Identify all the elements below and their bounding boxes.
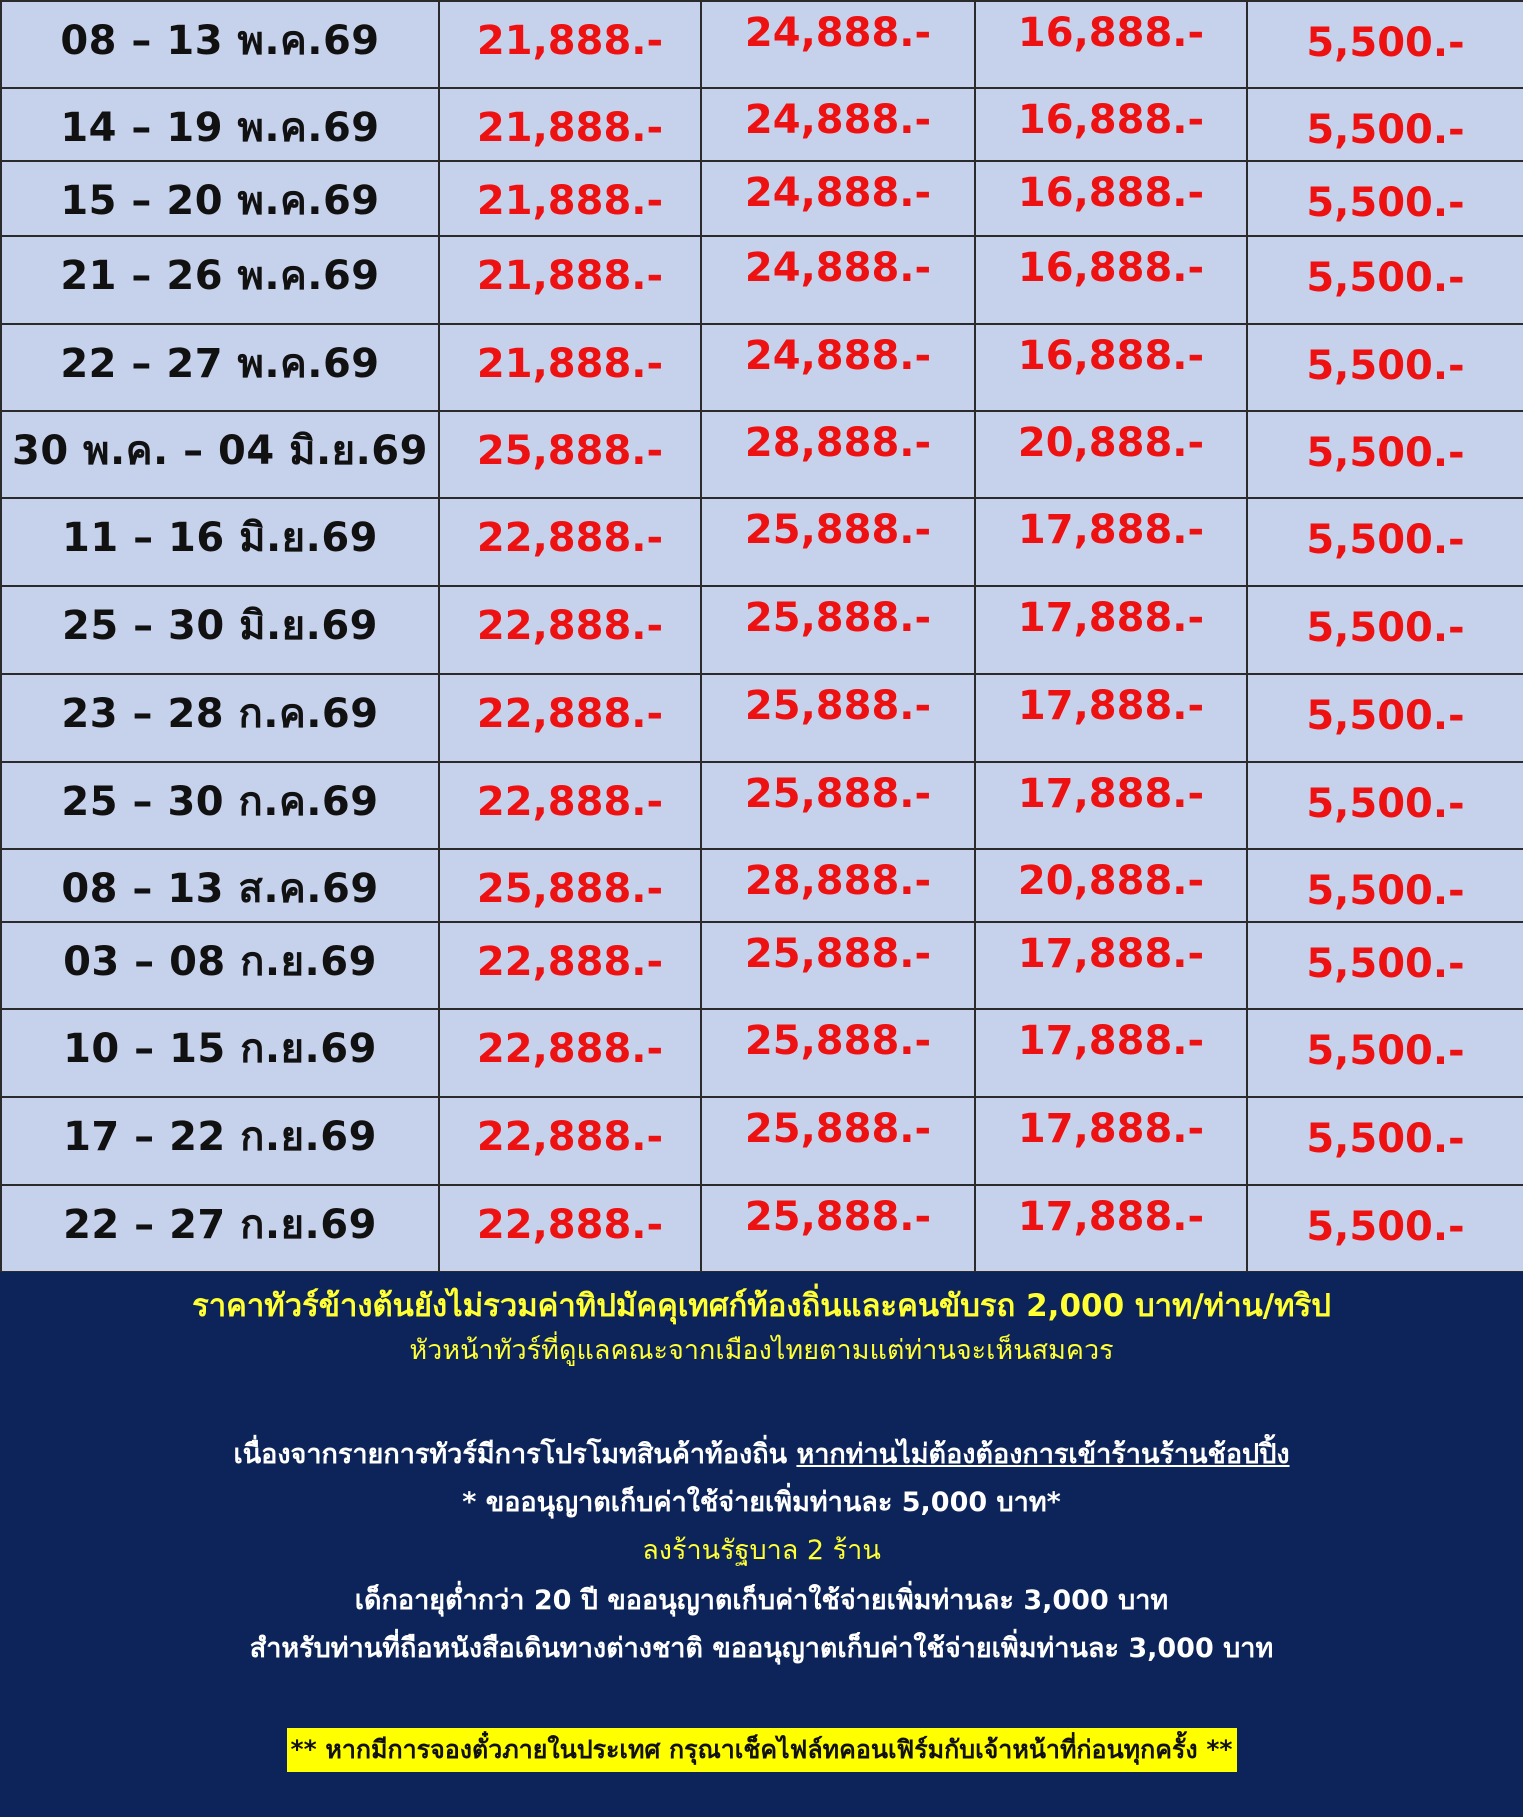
price-cell (1247, 1185, 1523, 1272)
price-cell (975, 586, 1247, 674)
price-value: 24,888.- (744, 245, 932, 291)
price-value: 25,888.- (744, 683, 932, 729)
price-value: 20,888.- (1017, 420, 1205, 466)
price-value: 5,500.- (1306, 107, 1465, 153)
price-value: 5,500.- (1306, 605, 1465, 651)
travel-date: 25 – 30 มิ.ย.69 (1, 586, 439, 674)
price-cell (1247, 1009, 1523, 1097)
price-cell (439, 586, 701, 674)
price-cell (439, 1, 701, 88)
tip-notice: ราคาทัวร์ข้างต้นยังไม่รวมค่าทิปมัคคุเทศก์ท้องถิ่นและคนขับรถ 2,000 บาท/ท่าน/ทริป (192, 1288, 1331, 1324)
travel-date: 10 – 15 ก.ย.69 (1, 1009, 439, 1097)
price-value: 17,888.- (1017, 1194, 1205, 1240)
travel-date: 15 – 20 พ.ค.69 (1, 161, 439, 236)
price-value: 22,888.- (476, 1114, 664, 1160)
price-cell (439, 1009, 701, 1097)
price-value: 5,500.- (1306, 343, 1465, 389)
price-value: 20,888.- (1017, 858, 1205, 904)
price-value: 16,888.- (1017, 170, 1205, 216)
price-value: 17,888.- (1017, 771, 1205, 817)
table-row (1, 762, 1523, 849)
price-value: 22,888.- (476, 939, 664, 985)
table-row (1, 236, 1523, 324)
price-value: 22,888.- (476, 603, 664, 649)
price-cell (975, 1, 1247, 88)
price-value: 17,888.- (1017, 507, 1205, 553)
table-row (1, 1185, 1523, 1272)
price-cell (1247, 1097, 1523, 1185)
price-cell (701, 1009, 975, 1097)
shopping-fee: * ขออนุญาตเก็บค่าใช้จ่ายเพิ่มท่านละ 5,000 บาท* (462, 1487, 1061, 1518)
travel-date: 08 – 13 พ.ค.69 (1, 1, 439, 88)
price-cell (1247, 586, 1523, 674)
travel-date: 14 – 19 พ.ค.69 (1, 88, 439, 161)
price-value: 22,888.- (476, 1202, 664, 1248)
price-cell (1247, 922, 1523, 1009)
price-value: 5,500.- (1306, 517, 1465, 563)
price-value: 22,888.- (476, 1026, 664, 1072)
price-cell (1247, 498, 1523, 586)
price-cell (975, 161, 1247, 236)
price-cell (975, 411, 1247, 498)
price-cell (439, 1097, 701, 1185)
price-cell (975, 498, 1247, 586)
price-cell (439, 922, 701, 1009)
price-table-body (1, 1, 1523, 1272)
price-value: 24,888.- (744, 170, 932, 216)
price-value: 5,500.- (1306, 1116, 1465, 1162)
price-cell (701, 324, 975, 411)
child-fee-notice: เด็กอายุต่ำกว่า 20 ปี ขออนุญาตเก็บค่าใช้จ่ายเพิ่มท่านละ 3,000 บาท (354, 1585, 1169, 1616)
table-row (1, 1, 1523, 88)
price-cell (439, 498, 701, 586)
table-row (1, 922, 1523, 1009)
price-value: 5,500.- (1306, 180, 1465, 226)
price-value: 28,888.- (744, 420, 932, 466)
price-cell (701, 161, 975, 236)
price-cell (439, 236, 701, 324)
price-value: 24,888.- (744, 10, 932, 56)
price-cell (701, 1097, 975, 1185)
price-value: 5,500.- (1306, 1028, 1465, 1074)
price-cell (701, 586, 975, 674)
travel-date: 22 – 27 พ.ค.69 (1, 324, 439, 411)
price-cell (701, 411, 975, 498)
price-value: 5,500.- (1306, 868, 1465, 914)
travel-date: 03 – 08 ก.ย.69 (1, 922, 439, 1009)
price-cell (975, 674, 1247, 762)
price-value: 16,888.- (1017, 245, 1205, 291)
price-value: 21,888.- (476, 178, 664, 224)
price-value: 21,888.- (476, 341, 664, 387)
price-cell (975, 1185, 1247, 1272)
price-value: 16,888.- (1017, 10, 1205, 56)
price-value: 17,888.- (1017, 595, 1205, 641)
price-value: 5,500.- (1306, 20, 1465, 66)
price-cell (1247, 324, 1523, 411)
price-value: 16,888.- (1017, 333, 1205, 379)
price-value: 5,500.- (1306, 693, 1465, 739)
price-value: 24,888.- (744, 333, 932, 379)
price-cell (1247, 236, 1523, 324)
shopping-intro: เนื่องจากรายการทัวร์มีการโปรโมทสินค้าท้องถิ่น (233, 1439, 797, 1470)
travel-date: 30 พ.ค. – 04 มิ.ย.69 (1, 411, 439, 498)
price-value: 25,888.- (744, 931, 932, 977)
price-cell (439, 324, 701, 411)
price-value: 25,888.- (744, 595, 932, 641)
travel-date: 22 – 27 ก.ย.69 (1, 1185, 439, 1272)
price-value: 17,888.- (1017, 683, 1205, 729)
price-value: 25,888.- (744, 507, 932, 553)
price-value: 28,888.- (744, 858, 932, 904)
price-cell (701, 674, 975, 762)
price-value: 25,888.- (744, 1018, 932, 1064)
travel-date: 08 – 13 ส.ค.69 (1, 849, 439, 922)
table-row (1, 498, 1523, 586)
price-cell (1247, 762, 1523, 849)
travel-date: 23 – 28 ก.ค.69 (1, 674, 439, 762)
price-cell (1247, 1, 1523, 88)
price-value: 25,888.- (476, 866, 664, 912)
table-row (1, 586, 1523, 674)
price-value: 5,500.- (1306, 255, 1465, 301)
flight-warning-line (0, 1728, 1523, 1772)
price-value: 5,500.- (1306, 1204, 1465, 1250)
price-value: 21,888.- (476, 253, 664, 299)
price-value: 22,888.- (476, 779, 664, 825)
gov-shops-notice: ลงร้านรัฐบาล 2 ร้าน (642, 1535, 881, 1566)
table-row (1, 1097, 1523, 1185)
price-cell (439, 1185, 701, 1272)
price-cell (701, 1, 975, 88)
price-cell (1247, 161, 1523, 236)
travel-date: 17 – 22 ก.ย.69 (1, 1097, 439, 1185)
foreign-passport-notice: สำหรับท่านที่ถือหนังสือเดินทางต่างชาติ ขออนุญาตเก็บค่าใช้จ่ายเพิ่มท่านละ 3,000 บาท (249, 1633, 1274, 1664)
price-cell (975, 324, 1247, 411)
price-value: 25,888.- (476, 428, 664, 474)
price-cell (701, 88, 975, 161)
price-value: 24,888.- (744, 97, 932, 143)
price-value: 5,500.- (1306, 430, 1465, 476)
price-value: 5,500.- (1306, 781, 1465, 827)
price-cell (975, 1009, 1247, 1097)
price-cell (701, 849, 975, 922)
price-value: 22,888.- (476, 515, 664, 561)
price-value: 5,500.- (1306, 941, 1465, 987)
travel-date: 21 – 26 พ.ค.69 (1, 236, 439, 324)
shopping-notice (0, 1432, 1523, 1475)
price-value: 17,888.- (1017, 1018, 1205, 1064)
price-value: 17,888.- (1017, 1106, 1205, 1152)
price-value: 22,888.- (476, 691, 664, 737)
table-row (1, 411, 1523, 498)
price-cell (439, 88, 701, 161)
price-cell (975, 849, 1247, 922)
price-cell (701, 762, 975, 849)
table-row (1, 324, 1523, 411)
price-cell (975, 236, 1247, 324)
price-cell (1247, 674, 1523, 762)
table-row (1, 849, 1523, 922)
price-cell (975, 1097, 1247, 1185)
table-row (1, 88, 1523, 161)
price-value: 25,888.- (744, 1194, 932, 1240)
notes-panel (0, 1272, 1523, 1817)
price-cell (701, 498, 975, 586)
price-cell (975, 922, 1247, 1009)
price-value: 25,888.- (744, 771, 932, 817)
price-value: 17,888.- (1017, 931, 1205, 977)
table-row (1, 1009, 1523, 1097)
leader-notice: หัวหน้าทัวร์ที่ดูแลคณะจากเมืองไทยตามแต่ท่านจะเห็นสมควร (409, 1335, 1114, 1366)
price-cell (439, 411, 701, 498)
price-cell (975, 88, 1247, 161)
flight-warning: ** หากมีการจองตั๋วภายในประเทศ กรุณาเช็คไฟล์ทคอนเฟิร์มกับเจ้าหน้าที่ก่อนทุกครั้ง ** (287, 1728, 1237, 1772)
table-row (1, 161, 1523, 236)
table-row (1, 674, 1523, 762)
price-cell (701, 1185, 975, 1272)
price-cell (439, 161, 701, 236)
price-cell (439, 762, 701, 849)
price-cell (975, 762, 1247, 849)
price-value: 21,888.- (476, 18, 664, 64)
price-cell (439, 849, 701, 922)
travel-date: 11 – 16 มิ.ย.69 (1, 498, 439, 586)
price-cell (1247, 88, 1523, 161)
price-value: 25,888.- (744, 1106, 932, 1152)
price-value: 16,888.- (1017, 97, 1205, 143)
shopping-underlined: หากท่านไม่ต้องต้องการเข้าร้านร้านช้อปปิ้ง (796, 1439, 1290, 1470)
price-cell (701, 236, 975, 324)
price-cell (1247, 849, 1523, 922)
price-cell (701, 922, 975, 1009)
price-cell (1247, 411, 1523, 498)
price-cell (439, 674, 701, 762)
travel-date: 25 – 30 ก.ค.69 (1, 762, 439, 849)
price-value: 21,888.- (476, 105, 664, 151)
